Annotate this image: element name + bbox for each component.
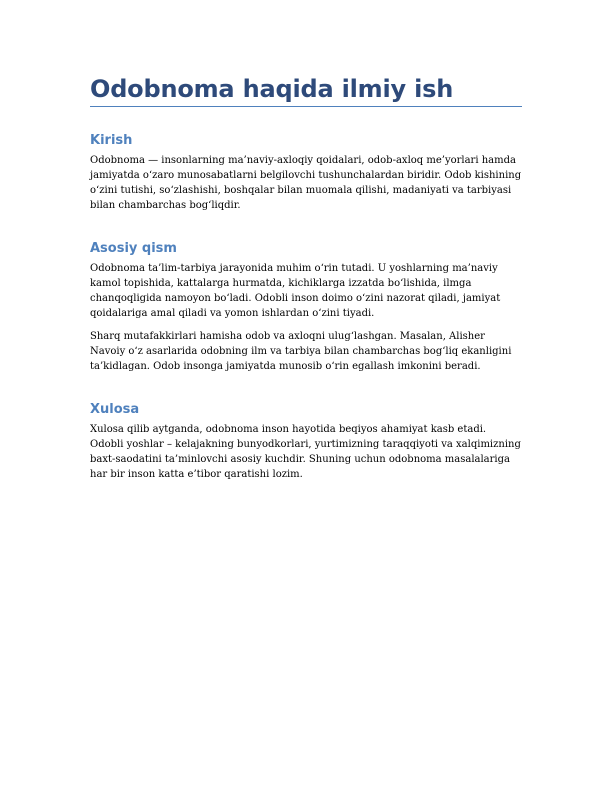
paragraph: Sharq mutafakkirlari hamisha odob va axloqni ulug‘lashgan. Masalan, Alisher Navoiy o‘z asarlarida odobning ilm va tarbiya bilan chambarchas bog‘liq ekanligini ta’kidlagan. Odob insonga jamiyatda munosib o‘rin egallash imkonini beradi. [90,331,512,372]
section-heading: Kirish [90,133,133,148]
paragraph: Xulosa qilib aytganda, odobnoma inson hayotida beqiyos ahamiyat kasb etadi. Odobli yoshlar – kelajakning bunyodkorlari, yurtimizning taraqqiyoti va xalqimizning baxt-saodatini ta’minlovchi asosiy kuchdir. Shuning uchun odobnoma masalalariga har bir inson katta e’tibor qaratishi lozim. [90,424,521,480]
section-heading: Asosiy qism [90,241,177,256]
title-underline [90,106,522,107]
section-kirish [90,133,522,213]
document-title: Odobnoma haqida ilmiy ish [90,75,454,103]
paragraph: Odobnoma ta’lim-tarbiya jarayonida muhim o‘rin tutadi. U yoshlarning ma’naviy kamol topishida, kattalarga hurmatda, kichiklarga izzatda bo‘lishida, ilmga chanqoqligida namoyon bo‘ladi. Odobli inson doimo o‘zini nazorat qiladi, jamiyat qoidalariga amal qiladi va yomon ishlardan o‘zini tiyadi. [90,263,501,319]
paragraph: Odobnoma — insonlarning ma’naviy-axloqiy qoidalari, odob-axloq me’yorlari hamda jamiyatda o‘zaro munosabatlarni belgilovchi tushunchalardan biridir. Odob kishining o‘zini tutishi, so‘zlashishi, boshqalar bilan muomala qilishi, madaniyati va tarbiyasi bilan chambarchas bog‘liqdir. [90,155,522,211]
section-asosiy-qism [90,241,522,374]
section-heading: Xulosa [90,402,140,417]
document-body [90,74,522,490]
section-xulosa [90,402,522,482]
